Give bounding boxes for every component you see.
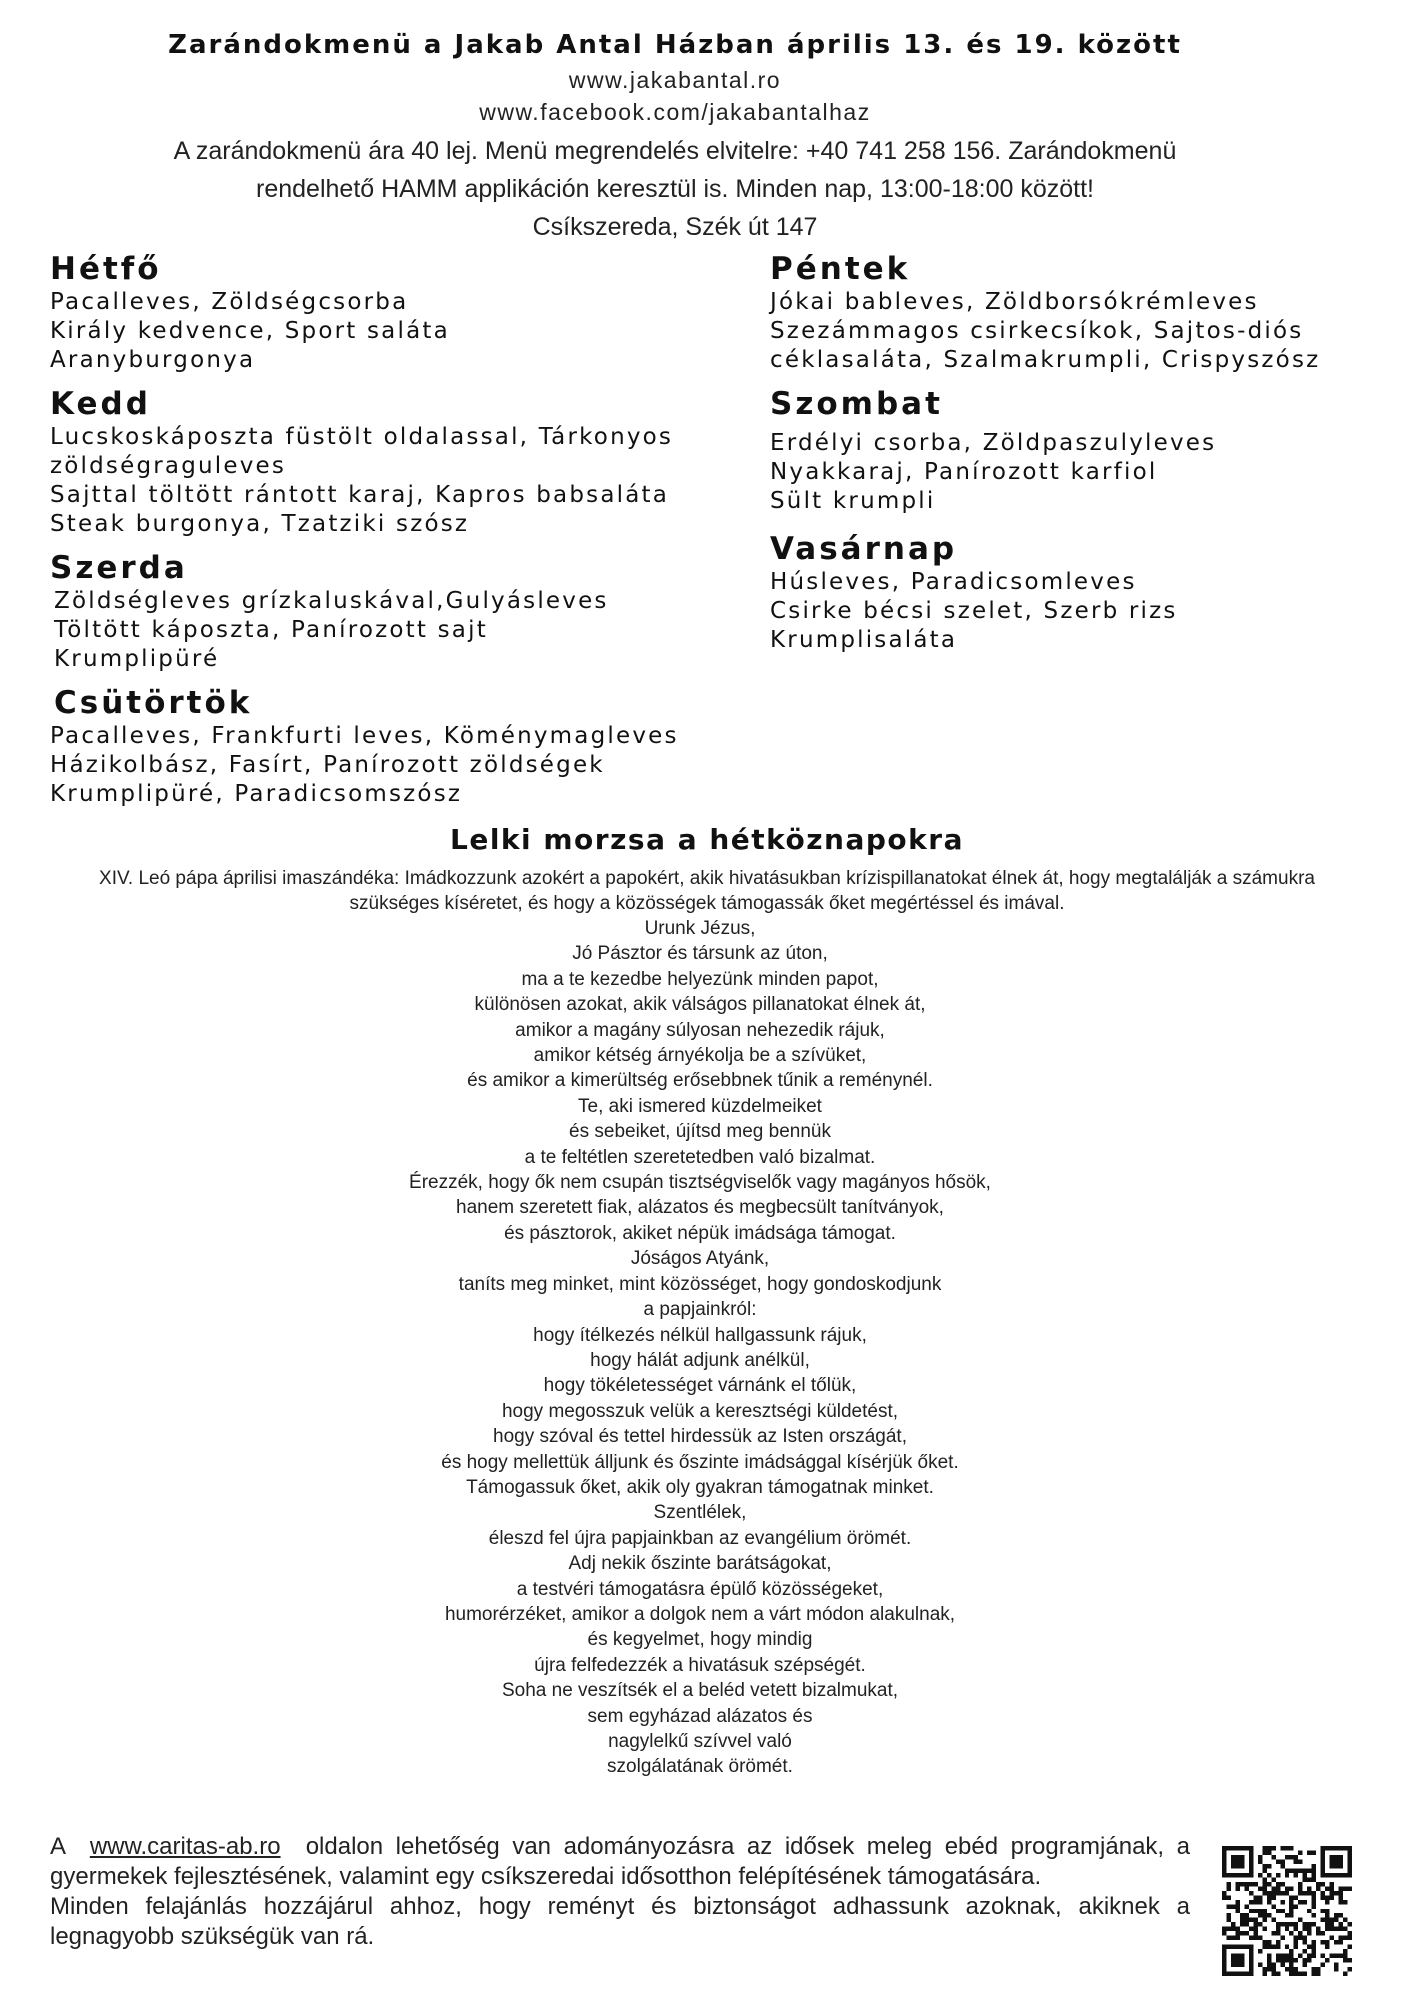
prayer-line: hogy hálát adjunk anélkül, (590, 1349, 810, 1371)
day-name: Kedd (50, 386, 151, 422)
prayer-line: hogy megosszuk velük a keresztségi küldetést, (501, 1400, 899, 1422)
prayer-line: amikor kétség árnyékolja be a szívüket, (533, 1045, 867, 1067)
prayer-line: Jó Pásztor és társunk az úton, (572, 943, 828, 965)
menu-day (50, 385, 750, 539)
prayer-line: Soha ne veszítsék el a beléd vetett bizalmukat, (501, 1680, 899, 1702)
dish-line: Zöldségleves grízkaluskával,Gulyásleves (54, 588, 609, 614)
prayer-line: Támogassuk őket, akik oly gyakran támogatnak minket. (466, 1476, 934, 1498)
donation-paragraph (50, 1832, 1190, 1892)
prayer-line: és hogy mellettük álljunk és őszinte imádsággal kísérjük őket. (441, 1451, 959, 1473)
prayer-line: hogy tökéletességet várnánk el tőlük, (543, 1375, 857, 1397)
menu-day (50, 549, 750, 674)
donation-closing: Minden felajánlás hozzájárul ahhoz, hogy reményt és biztonságot adhassunk azoknak, akiknek a legnagyobb szükségük van rá. (50, 1893, 1190, 1950)
prayer-line: és sebeiket, újítsd meg bennük (569, 1121, 831, 1143)
caritas-link[interactable]: www.caritas-ab.ro (89, 1833, 281, 1860)
dish-line: Szezámmagos csirkecsíkok, Sajtos-diós (770, 318, 1304, 344)
prayer-line: és amikor a kimerültség erősebbnek tűnik a reménynél. (467, 1070, 933, 1092)
prayer-line: újra felfedezzék a hivatásuk szépségét. (534, 1654, 866, 1676)
prayer-line: sem egyházad alázatos és (587, 1705, 813, 1727)
prayer-line: és pásztorok, akiket népük imádsága támogat. (504, 1222, 896, 1244)
dish-line: Házikolbász, Fasírt, Panírozott zöldségek (50, 752, 605, 778)
dish-line: Csirke bécsi szelet, Szerb rizs (770, 598, 1178, 624)
donation-note (50, 1832, 1190, 1952)
qr-code-icon (1222, 1846, 1352, 1976)
website-link[interactable]: www.jakabantal.ro (568, 67, 782, 93)
dish-line: Sajttal töltött rántott karaj, Kapros babsaláta (50, 482, 670, 508)
day-name: Hétfő (50, 251, 162, 287)
menu-day (770, 250, 1370, 375)
donation-text: oldalon lehetőség van adományozásra az idősek meleg ebéd programjának, a gyermekek fejlesztésének, valamint egy csíkszeredai idősotthon felépítésének támogatására. (50, 1833, 1190, 1890)
day-name: Vasárnap (770, 531, 958, 567)
dish-line: Pacalleves, Frankfurti leves, Köménymagleves (50, 723, 679, 749)
dish-line: Pacalleves, Zöldségcsorba (50, 289, 409, 315)
day-name: Szombat (770, 386, 943, 422)
dish-line: Aranyburgonya (50, 347, 256, 373)
menu-right-column (770, 250, 1370, 665)
prayer-line: Szentlélek, (653, 1502, 747, 1524)
prayer-line: szolgálatának örömét. (607, 1756, 793, 1778)
dish-line: zöldségraguleves (50, 453, 287, 479)
prayer-line: hanem szeretett fiak, alázatos és megbecsült tanítványok, (456, 1197, 944, 1219)
dish-line: Steak burgonya, Tzatziki szósz (50, 511, 470, 537)
prayer-line: hogy szóval és tettel hirdessük az Isten országát, (493, 1426, 907, 1448)
menu-day (770, 530, 1370, 655)
day-name: Csütörtök (54, 685, 253, 721)
info-line-2: rendelhető HAMM applikáción keresztül is. Minden nap, 13:00-18:00 között! (256, 175, 1094, 203)
dish-line: Sült krumpli (770, 488, 936, 514)
menu-day (50, 250, 750, 375)
dish-line: Nyakkaraj, Panírozott karfiol (770, 459, 1158, 485)
prayer-line: Urunk Jézus, (644, 918, 756, 939)
prayer-line: a te feltétlen szeretetedben való bizalmat. (524, 1146, 876, 1168)
day-name: Péntek (770, 251, 911, 287)
facebook-link[interactable]: www.facebook.com/jakabantalhaz (479, 99, 871, 125)
prayer-line: nagylelkű szívvel való (608, 1731, 792, 1752)
dish-line: Krumplipüré, Paradicsomszósz (50, 781, 463, 807)
spiritual-title: Lelki morzsa a hétköznapokra (449, 823, 964, 856)
day-name: Szerda (50, 550, 188, 586)
menu-left-column (50, 250, 750, 819)
prayer-line: taníts meg minket, mint közösséget, hogy gondoskodjunk (458, 1273, 942, 1295)
dish-line: Király kedvence, Sport saláta (50, 318, 450, 344)
dish-line: Húsleves, Paradicsomleves (770, 569, 1137, 595)
header (100, 26, 1250, 244)
dish-line: céklasaláta, Szalmakrumpli, Crispyszósz (770, 347, 1321, 373)
prayer-line: és kegyelmet, hogy mindig (587, 1629, 813, 1651)
prayer-line: különösen azokat, akik válságos pillanatokat élnek át, (474, 994, 926, 1016)
address: Csíkszereda, Szék út 147 (532, 213, 818, 241)
page-title: Zarándokmenü a Jakab Antal Házban április 13. és 19. között (168, 30, 1182, 60)
dish-line: Krumplisaláta (770, 627, 958, 653)
prayer-line: hogy ítélkezés nélkül hallgassunk rájuk, (533, 1324, 867, 1346)
prayer-line: Adj nekik őszinte barátságokat, (568, 1553, 832, 1575)
prayer-line: Érezzék, hogy ők nem csupán tisztségviselők vagy magányos hősök, (409, 1172, 991, 1194)
prayer-line: amikor a magány súlyosan nehezedik rájuk, (515, 1019, 885, 1041)
info-line-1: A zarándokmenü ára 40 lej. Menü megrendelés elvitelre: +40 741 258 156. Zarándokmenü (173, 137, 1177, 165)
menu-day (770, 385, 1370, 516)
donation-prefix: A (50, 1833, 65, 1860)
dish-line: Jókai bableves, Zöldborsókrémleves (770, 289, 1259, 315)
menu-day (50, 684, 750, 809)
prayer-intention: XIV. Leó pápa áprilisi imaszándéka: Imádkozzunk azokért a papokért, akik hivatásukban krízispillanatokat élnek át, hogy megtalálják a számukra szükséges kíséretet, és hogy a közösségek támogassák őket megértéssel és imával. (99, 868, 1315, 914)
dish-line: Töltött káposzta, Panírozott sajt (54, 617, 488, 643)
prayer-line: humorérzéket, amikor a dolgok nem a várt módon alakulnak, (444, 1603, 956, 1625)
dish-line: Lucskoskáposzta füstölt oldalassal, Tárkonyos (50, 424, 674, 450)
prayer-line: Te, aki ismered küzdelmeiket (578, 1095, 822, 1117)
dish-line: Krumplipüré (54, 646, 220, 672)
prayer-line: a papjainkról: (643, 1299, 757, 1321)
prayer-line: a testvéri támogatásra épülő közösségeket, (516, 1578, 884, 1600)
prayer-line: ma a te kezedbe helyezünk minden papot, (521, 968, 879, 990)
prayer-text (200, 916, 1200, 1780)
prayer-line: éleszd fel újra papjainkban az evangélium örömét. (488, 1527, 912, 1549)
prayer-line: Jóságos Atyánk, (630, 1248, 770, 1270)
dish-line: Erdélyi csorba, Zöldpaszulyleves (770, 430, 1217, 456)
